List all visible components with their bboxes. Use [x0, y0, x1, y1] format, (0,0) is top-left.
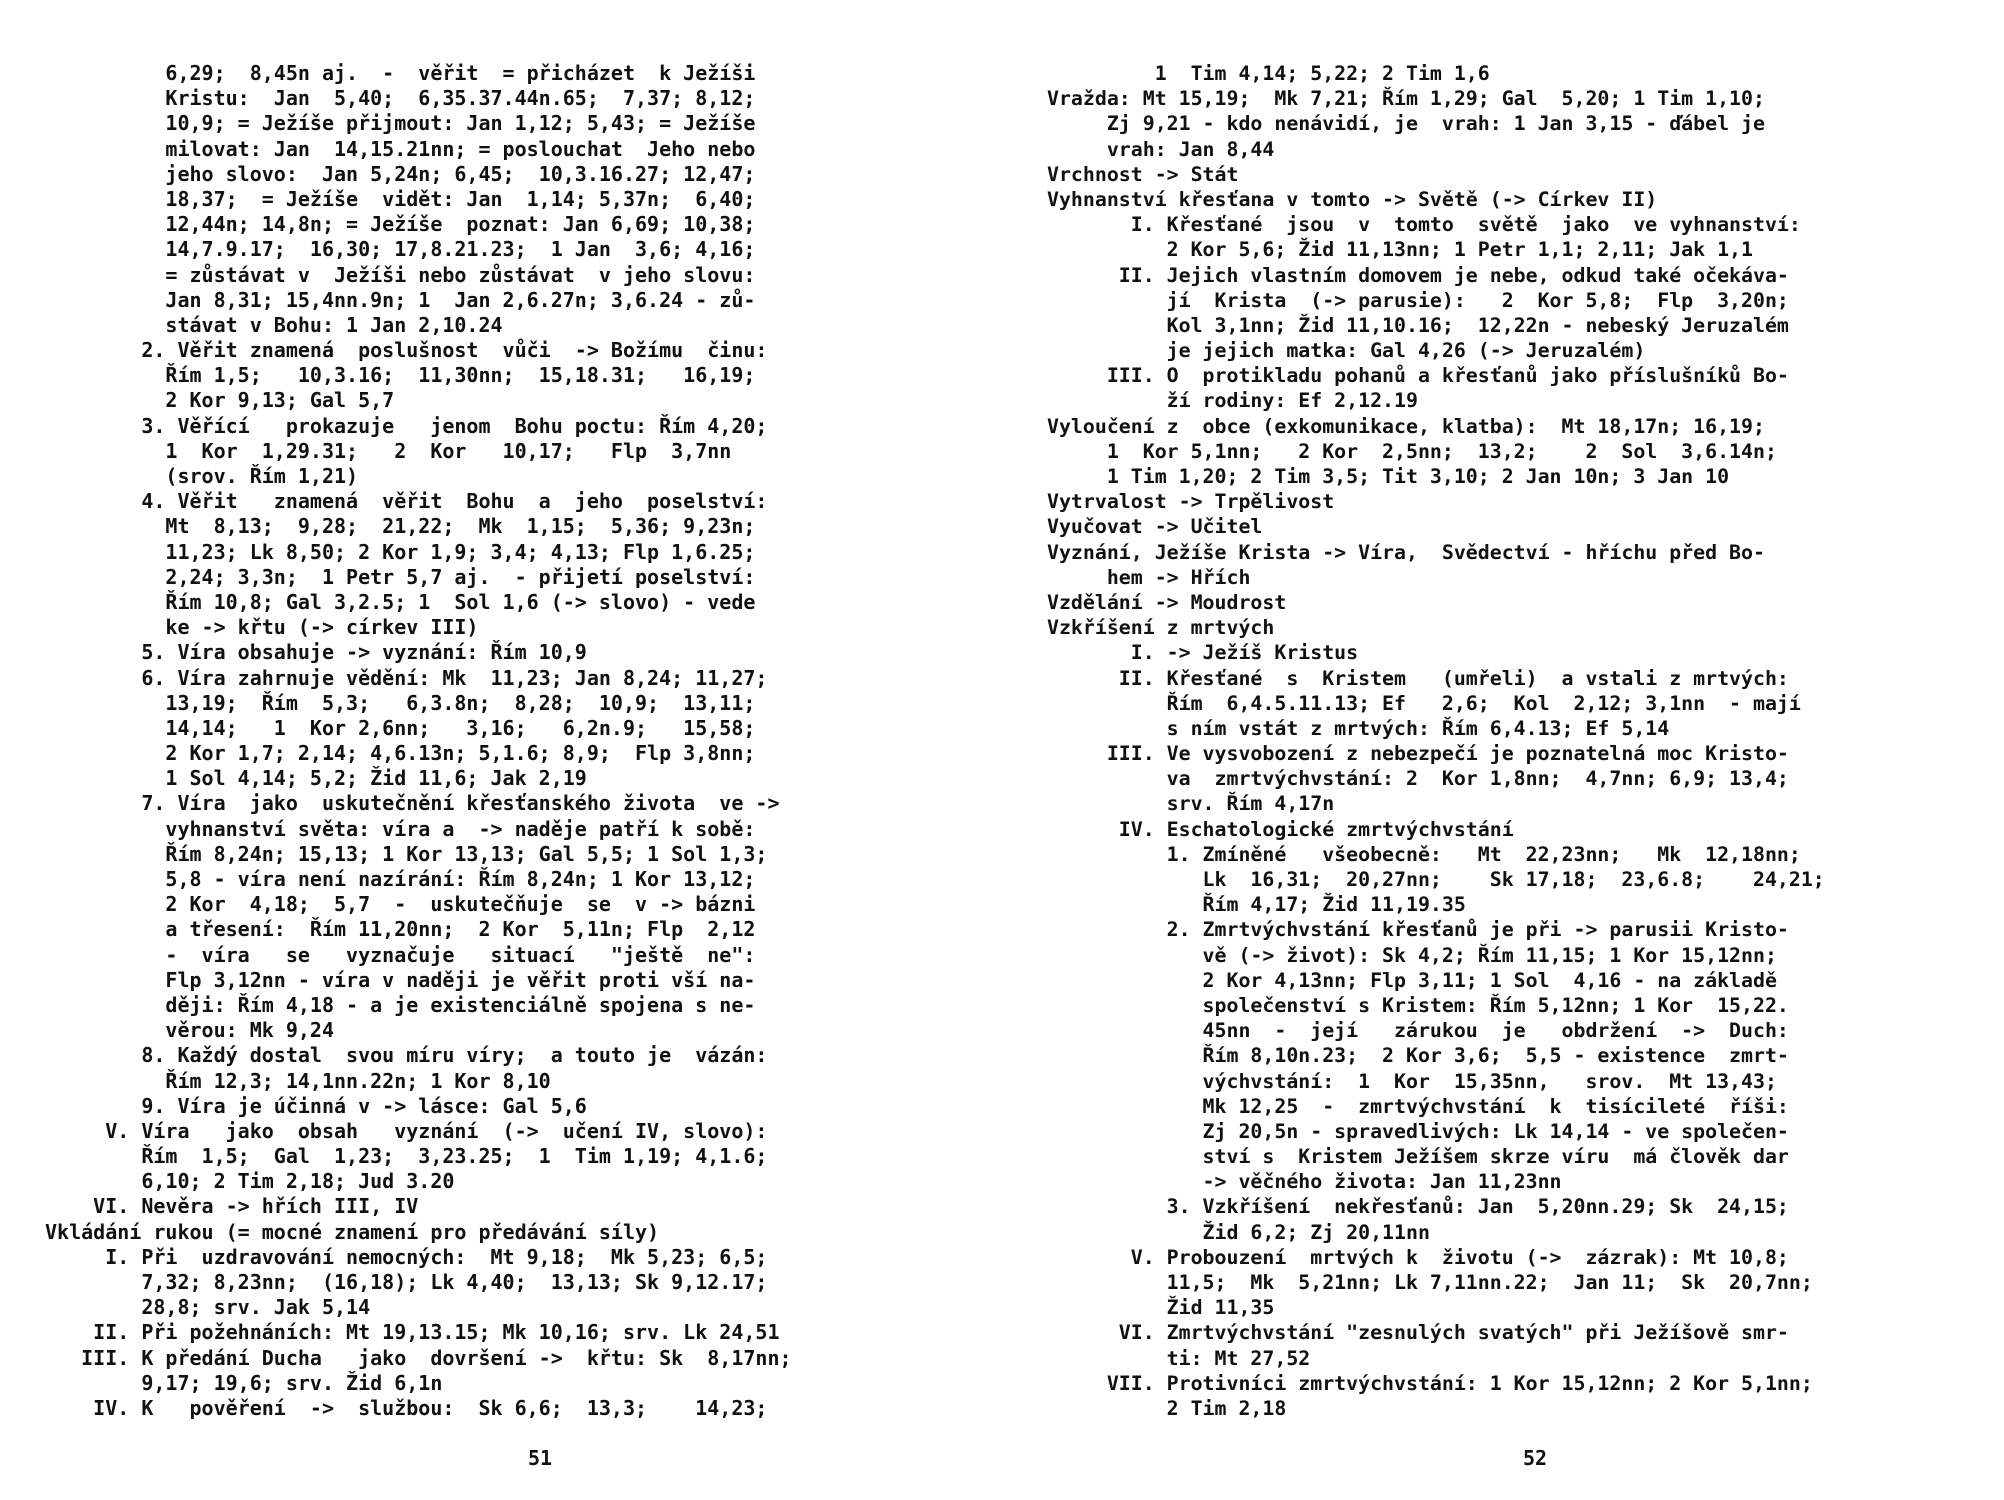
text-line: hem -> Hřích: [1047, 565, 1251, 589]
left-page-text: [45, 61, 945, 1421]
text-line: va zmrtvýchvstání: 2 Kor 1,8nn; 4,7nn; 6,9; 13,4;: [1047, 767, 1789, 791]
page-number-right: 52: [1523, 1446, 1548, 1470]
text-line: 1 Kor 1,29.31; 2 Kor 10,17; Flp 3,7nn: [45, 438, 732, 463]
text-line: stávat v Bohu: 1 Jan 2,10.24: [45, 312, 503, 337]
text-line: Řím 10,8; Gal 3,2.5; 1 Sol 1,6 (-> slovo) - vede: [45, 589, 756, 614]
text-line: Mt 8,13; 9,28; 21,22; Mk 1,15; 5,36; 9,23n;: [45, 514, 756, 539]
text-line: Flp 3,12nn - víra v naději je věřit proti vší na-: [45, 967, 756, 992]
text-line: Mk 12,25 - zmrtvýchvstání k tisícileté říši:: [1047, 1094, 1789, 1118]
text-line: vyhnanství světa: víra a -> naděje patří k sobě:: [45, 816, 756, 841]
text-line: Zj 9,21 - kdo nenávidí, je vrah: 1 Jan 3,15 - ďábel je: [1047, 112, 1765, 136]
text-line: III. O protikladu pohanů a křesťanů jako příslušníků Bo-: [1047, 364, 1789, 388]
page-number-left: 51: [528, 1446, 553, 1470]
text-line: Kristu: Jan 5,40; 6,35.37.44n.65; 7,37; 8,12;: [45, 86, 756, 111]
text-line: (srov. Řím 1,21): [45, 464, 359, 488]
text-line: 8. Každý dostal svou míru víry; a touto je vázán:: [45, 1043, 768, 1068]
text-line: V. Víra jako obsah vyznání (-> učení IV, slovo):: [45, 1118, 768, 1143]
text-line: Jan 8,31; 15,4nn.9n; 1 Jan 2,6.27n; 3,6.24 - zů-: [45, 287, 756, 312]
text-line: 2 Kor 4,13nn; Flp 3,11; 1 Sol 4,16 - na základě: [1047, 968, 1777, 992]
text-line: s ním vstát z mrtvých: Řím 6,4.13; Ef 5,14: [1047, 716, 1670, 740]
text-line: II. Křesťané s Kristem (umřeli) a vstali z mrtvých:: [1047, 666, 1789, 690]
text-line: 2. Věřit znamená poslušnost vůči -> Božímu činu:: [45, 338, 768, 363]
text-line: VI. Zmrtvýchvstání "zesnulých svatých" při Ježíšově smr-: [1047, 1321, 1789, 1345]
text-line: IV. Eschatologické zmrtvýchvstání: [1047, 817, 1514, 841]
text-line: = zůstávat v Ježíši nebo zůstávat v jeho slovu:: [45, 262, 756, 287]
text-line: Lk 16,31; 20,27nn; Sk 17,18; 23,6.8; 24,21;: [1047, 868, 1825, 891]
text-line: II. Jejich vlastním domovem je nebe, odkud také očekáva-: [1047, 263, 1789, 287]
text-line: ke -> křtu (-> církev III): [45, 615, 479, 640]
text-line: vě (-> život): Sk 4,2; Řím 11,15; 1 Kor 15,12nn;: [1047, 943, 1777, 967]
text-line: Řím 6,4.5.11.13; Ef 2,6; Kol 2,12; 3,1nn - mají: [1047, 691, 1801, 715]
text-line: společenství s Kristem: Řím 5,12nn; 1 Kor 15,22.: [1047, 993, 1789, 1017]
right-page: [1002, 0, 2004, 1500]
text-line: Vyloučení z obce (exkomunikace, klatba): Mt 18,17n; 16,19;: [1047, 414, 1765, 438]
text-line: srv. Řím 4,17n: [1047, 792, 1335, 816]
text-line: 7,32; 8,23nn; (16,18); Lk 4,40; 13,13; Sk 9,12.17;: [45, 1270, 768, 1294]
text-line: 3. Vzkříšení nekřesťanů: Jan 5,20nn.29; Sk 24,15;: [1047, 1195, 1789, 1219]
text-line: 11,23; Lk 8,50; 2 Kor 1,9; 3,4; 4,13; Flp 1,6.25;: [45, 539, 756, 564]
text-line: 1 Kor 5,1nn; 2 Kor 2,5nn; 13,2; 2 Sol 3,6.14n;: [1047, 439, 1777, 463]
text-line: 45nn - její zárukou je obdržení -> Duch:: [1047, 1019, 1789, 1043]
text-line: Vrchnost -> Stát: [1047, 162, 1239, 186]
text-line: IV. K pověření -> službou: Sk 6,6; 13,3; 14,23;: [45, 1395, 768, 1420]
text-line: 12,44n; 14,8n; = Ježíše poznat: Jan 6,69; 10,38;: [45, 212, 756, 237]
text-line: Kol 3,1nn; Žid 11,10.16; 12,22n - nebeský Jeruzalém: [1047, 313, 1789, 337]
text-line: 11,5; Mk 5,21nn; Lk 7,11nn.22; Jan 11; Sk 20,7nn;: [1047, 1271, 1813, 1294]
text-line: II. Při požehnáních: Mt 19,13.15; Mk 10,16; srv. Lk 24,51: [45, 1320, 780, 1345]
text-line: 1 Sol 4,14; 5,2; Žid 11,6; Jak 2,19: [45, 766, 587, 791]
text-line: 18,37; = Ježíše vidět: Jan 1,14; 5,37n; 6,40;: [45, 186, 756, 211]
text-line: 6,10; 2 Tim 2,18; Jud 3.20: [45, 1169, 455, 1194]
text-line: Vytrvalost -> Trpělivost: [1047, 490, 1335, 514]
text-line: je jejich matka: Gal 4,26 (-> Jeruzalém): [1047, 339, 1646, 363]
text-line: III. K předání Ducha jako dovršení -> křtu: Sk 8,17nn;: [45, 1345, 792, 1370]
text-line: 6,29; 8,45n aj. - věřit = přicházet k Ježíši: [45, 61, 756, 85]
text-line: Řím 12,3; 14,1nn.22n; 1 Kor 8,10: [45, 1068, 551, 1093]
text-line: I. Křesťané jsou v tomto světě jako ve vyhnanství:: [1047, 213, 1801, 237]
text-line: ti: Mt 27,52: [1047, 1346, 1311, 1370]
text-line: Žid 11,35: [1047, 1296, 1275, 1320]
text-line: a třesení: Řím 11,20nn; 2 Kor 5,11n; Flp 2,12: [45, 917, 756, 942]
text-line: jí Krista (-> parusie): 2 Kor 5,8; Flp 3,20n;: [1047, 288, 1789, 312]
text-line: 2 Tim 2,18: [1047, 1396, 1287, 1420]
text-line: 3. Věřící prokazuje jenom Bohu poctu: Řím 4,20;: [45, 413, 768, 438]
text-line: 1 Tim 4,14; 5,22; 2 Tim 1,6: [1047, 62, 1490, 85]
text-line: Vkládání rukou (= mocné znamení pro předávání síly): [45, 1219, 660, 1244]
text-line: Vzkříšení z mrtvých: [1047, 616, 1275, 640]
text-line: 14,14; 1 Kor 2,6nn; 3,16; 6,2n.9; 15,58;: [45, 715, 756, 740]
text-line: Vyhnanství křesťana v tomto -> Světě (-> Církev II): [1047, 187, 1658, 211]
text-line: 1. Zmíněné všeobecně: Mt 22,23nn; Mk 12,18nn;: [1047, 842, 1801, 866]
text-line: 28,8; srv. Jak 5,14: [45, 1295, 371, 1320]
text-line: 2. Zmrtvýchvstání křesťanů je při -> parusii Kristo-: [1047, 918, 1789, 942]
text-line: jeho slovo: Jan 5,24n; 6,45; 10,3.16.27; 12,47;: [45, 161, 756, 186]
text-line: I. Při uzdravování nemocných: Mt 9,18; Mk 5,23; 6,5;: [45, 1244, 768, 1269]
text-line: Vyznání, Ježíše Krista -> Víra, Svědectví - hříchu před Bo-: [1047, 540, 1765, 564]
text-line: Vražda: Mt 15,19; Mk 7,21; Řím 1,29; Gal 5,20; 1 Tim 1,10;: [1047, 87, 1765, 111]
text-line: VII. Protivníci zmrtvýchvstání: 1 Kor 15,12nn; 2 Kor 5,1nn;: [1047, 1371, 1813, 1395]
text-line: 7. Víra jako uskutečnění křesťanského života ve ->: [45, 791, 780, 816]
text-line: Řím 8,10n.23; 2 Kor 3,6; 5,5 - existence zmrt-: [1047, 1044, 1789, 1068]
text-line: Žid 6,2; Zj 20,11nn: [1047, 1220, 1430, 1244]
text-line: V. Probouzení mrtvých k životu (-> zázrak): Mt 10,8;: [1047, 1245, 1789, 1269]
text-line: 5,8 - víra není nazírání: Řím 8,24n; 1 Kor 13,12;: [45, 867, 756, 891]
text-line: 9. Víra je účinná v -> lásce: Gal 5,6: [45, 1093, 587, 1118]
text-line: 2 Kor 5,6; Žid 11,13nn; 1 Petr 1,1; 2,11; Jak 1,1: [1047, 238, 1753, 262]
text-line: Vyučovat -> Učitel: [1047, 515, 1263, 539]
text-line: 2 Kor 1,7; 2,14; 4,6.13n; 5,1.6; 8,9; Flp 3,8nn;: [45, 741, 756, 766]
text-line: 1 Tim 1,20; 2 Tim 3,5; Tit 3,10; 2 Jan 10n; 3 Jan 10: [1047, 465, 1730, 488]
text-line: Vzdělání -> Moudrost: [1047, 590, 1287, 614]
text-line: vrah: Jan 8,44: [1047, 137, 1275, 161]
text-line: I. -> Ježíš Kristus: [1047, 641, 1359, 665]
text-line: Řím 8,24n; 15,13; 1 Kor 13,13; Gal 5,5; 1 Sol 1,3;: [45, 841, 768, 866]
right-page-text: [1047, 61, 1997, 1421]
text-line: Řím 4,17; Žid 11,19.35: [1047, 893, 1466, 917]
text-line: Řím 1,5; Gal 1,23; 3,23.25; 1 Tim 1,19; 4,1.6;: [45, 1144, 768, 1169]
text-line: věrou: Mk 9,24: [45, 1018, 334, 1043]
text-line: 2,24; 3,3n; 1 Petr 5,7 aj. - přijetí poselství:: [45, 564, 756, 589]
text-line: ží rodiny: Ef 2,12.19: [1047, 389, 1418, 413]
text-line: -> věčného života: Jan 11,23nn: [1047, 1170, 1562, 1194]
text-line: 5. Víra obsahuje -> vyznání: Řím 10,9: [45, 640, 587, 665]
text-line: 2 Kor 4,18; 5,7 - uskutečňuje se v -> bázni: [45, 892, 756, 917]
text-line: milovat: Jan 14,15.21nn; = poslouchat Jeho nebo: [45, 136, 756, 161]
text-line: ství s Kristem Ježíšem skrze víru má člověk dar: [1047, 1145, 1789, 1169]
text-line: III. Ve vysvobození z nebezpečí je poznatelná moc Kristo-: [1047, 742, 1789, 766]
text-line: Zj 20,5n - spravedlivých: Lk 14,14 - ve společen-: [1047, 1119, 1789, 1143]
text-line: 13,19; Řím 5,3; 6,3.8n; 8,28; 10,9; 13,11;: [45, 690, 756, 715]
text-line: ději: Řím 4,18 - a je existenciálně spojena s ne-: [45, 992, 756, 1017]
text-line: - víra se vyznačuje situací "ještě ne":: [45, 942, 756, 967]
text-line: VI. Nevěra -> hřích III, IV: [45, 1194, 419, 1219]
text-line: výchvstání: 1 Kor 15,35nn, srov. Mt 13,43;: [1047, 1069, 1777, 1093]
text-line: Řím 1,5; 10,3.16; 11,30nn; 15,18.31; 16,19;: [45, 363, 756, 388]
text-line: 4. Věřit znamená věřit Bohu a jeho poselství:: [45, 489, 768, 514]
text-line: 6. Víra zahrnuje vědění: Mk 11,23; Jan 8,24; 11,27;: [45, 665, 768, 690]
left-page: [0, 0, 1000, 1500]
text-line: 2 Kor 9,13; Gal 5,7: [45, 388, 395, 413]
text-line: 9,17; 19,6; srv. Žid 6,1n: [45, 1370, 443, 1395]
text-line: 10,9; = Ježíše přijmout: Jan 1,12; 5,43; = Ježíše: [45, 111, 756, 136]
text-line: 14,7.9.17; 16,30; 17,8.21.23; 1 Jan 3,6; 4,16;: [45, 237, 756, 262]
